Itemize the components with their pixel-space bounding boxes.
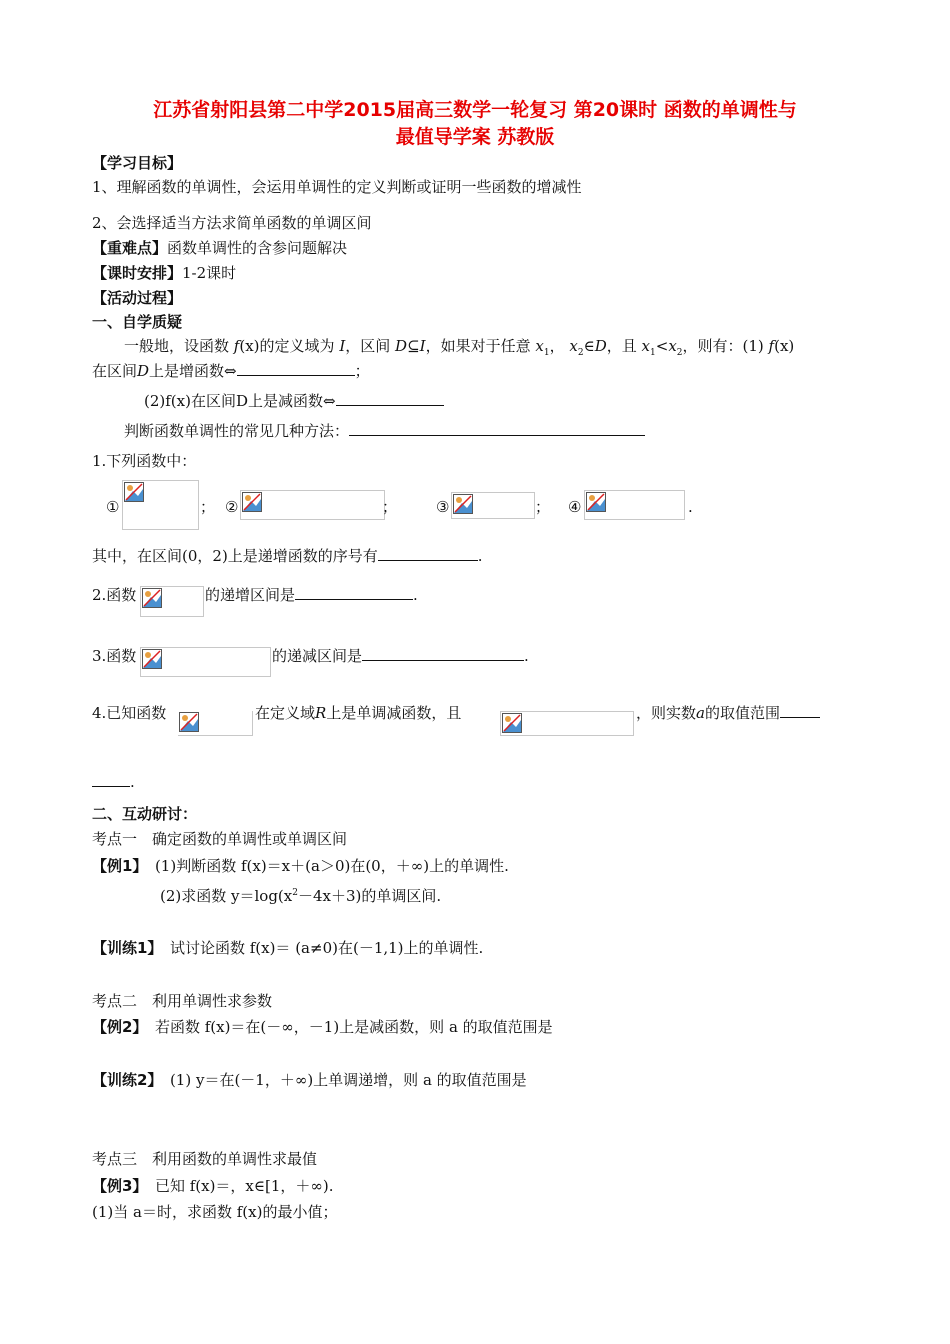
training-2: [92, 1070, 527, 1090]
text-span: (2)f(x)在区间D上是减函数⇔: [144, 392, 336, 410]
text-span: 已知 f(x)＝，x∈[1，＋∞).: [154, 1177, 334, 1195]
section2-header: 二、互动研讨：: [92, 805, 198, 823]
text-span: ，如果对于任意: [425, 337, 531, 355]
text-span: －4x＋3)的单调区间.: [297, 887, 442, 905]
subscript: 2: [577, 348, 584, 358]
text-span: ，且: [606, 337, 637, 355]
formula-image-q4a: [178, 711, 253, 736]
answer-blank[interactable]: [349, 421, 645, 436]
answer-blank[interactable]: [378, 546, 478, 561]
text-span: (1) y＝在(－1，＋∞)上单调递增，则 a 的取值范围是: [169, 1071, 527, 1089]
document-title-line2: 最值导学案 苏教版: [395, 126, 555, 148]
definition-paragraph-line1: [124, 336, 794, 363]
var-x1: x: [641, 337, 650, 355]
var-x1: x: [535, 337, 544, 355]
example-2: [92, 1017, 553, 1037]
answer-blank[interactable]: [780, 703, 820, 718]
var-I: I: [339, 337, 346, 355]
text-span: <: [655, 337, 669, 355]
text-span: 在定义域: [255, 704, 316, 722]
formula-image-q3: [140, 647, 271, 677]
key-point-3: 考点三 利用函数的单调性求最值: [92, 1150, 318, 1168]
var-D: D: [594, 337, 607, 355]
text-span: ，区间: [345, 337, 391, 355]
var-R: R: [315, 704, 327, 722]
training-label: 【训练2】: [92, 1071, 155, 1089]
text-span: ，: [549, 337, 565, 355]
text-span: .: [524, 647, 529, 665]
key-points-text: 函数单调性的含参问题解决: [167, 239, 348, 257]
section1-header: 一、自学质疑: [92, 313, 183, 331]
broken-image-icon: [502, 713, 522, 733]
question4-prefix: 4.已知函数: [92, 704, 167, 722]
text-span: 其中，在区间(0，2)上是递增函数的序号有: [92, 547, 378, 565]
var-x2: x: [668, 337, 677, 355]
example-3: [92, 1176, 334, 1196]
text-span: ，则实数: [636, 704, 697, 722]
text-span: ，则有：(1): [682, 337, 764, 355]
formula-image-2: [240, 490, 385, 520]
text-span: 判断函数单调性的常见几种方法：: [124, 422, 350, 440]
schedule: [92, 263, 236, 283]
question4-tail: [636, 703, 820, 723]
answer-blank[interactable]: [92, 772, 130, 787]
schedule-header: 【课时安排】: [92, 264, 183, 282]
schedule-text: 1-2课时: [182, 264, 237, 282]
answer-blank[interactable]: [295, 585, 413, 600]
text-span: 在区间: [92, 362, 138, 380]
text-span: 上是增函数⇔: [149, 362, 237, 380]
objectives-header: 【学习目标】: [92, 154, 183, 172]
text-span: ∈: [583, 337, 595, 355]
question1-text: [92, 546, 483, 566]
separator: ；: [200, 498, 216, 516]
separator: ；: [382, 498, 398, 516]
question2-text: [205, 585, 418, 605]
decreasing-definition: [144, 391, 444, 411]
choice-3-marker: ③: [436, 498, 450, 516]
objective-item-1: 1、理解函数的单调性，会运用单调性的定义判断或证明一些函数的增减性: [92, 178, 582, 196]
question3-prefix: 3.函数: [92, 647, 137, 665]
text-span: 的取值范围: [704, 704, 780, 722]
formula-image-q2: [140, 586, 204, 617]
question4-middle: [255, 703, 461, 723]
question1-label: 1.下列函数中：: [92, 452, 197, 470]
example-1-part1: [92, 856, 509, 876]
key-point-2: 考点二 利用单调性求参数: [92, 992, 273, 1010]
formula-image-3: [451, 492, 535, 519]
var-D: D: [137, 362, 150, 380]
text-span: 若函数 f(x)＝在(－∞，－1)上是减函数，则 a 的取值范围是: [154, 1018, 553, 1036]
question4-end: [92, 772, 135, 792]
example-label: 【例3】: [92, 1177, 140, 1195]
subscript: 1: [650, 348, 656, 358]
formula-image-q4b: [500, 711, 634, 736]
formula-image-1: [122, 480, 199, 530]
subscript: 1: [543, 348, 550, 358]
answer-blank[interactable]: [362, 646, 524, 661]
definition-paragraph-line2: 在区间D上是增函数⇔ ；: [92, 362, 370, 380]
broken-image-icon: [179, 712, 199, 732]
broken-image-icon: [124, 482, 144, 502]
question3-text: [272, 646, 529, 666]
choice-4-marker: ④: [568, 498, 582, 516]
answer-blank[interactable]: [336, 391, 444, 406]
text-span: 试讨论函数 f(x)＝ (a≠0)在(－1,1)上的单调性.: [169, 939, 484, 957]
text-span: (x)的定义域为: [239, 337, 335, 355]
objective-item-2: 2、会选择适当方法求简单函数的单调区间: [92, 214, 372, 232]
var-f: f: [768, 337, 775, 355]
text-span: ⊆: [407, 337, 420, 355]
key-points: [92, 238, 347, 258]
separator: ；: [535, 498, 551, 516]
example-1-part2: [160, 883, 441, 906]
answer-blank[interactable]: [237, 361, 355, 376]
training-1: [92, 938, 483, 958]
broken-image-icon: [586, 492, 606, 512]
text-span: .: [413, 586, 418, 604]
example-label: 【例2】: [92, 1018, 140, 1036]
choice-1-marker: ①: [106, 498, 120, 516]
text-span: 的递增区间是: [205, 586, 296, 604]
var-D: D: [395, 337, 408, 355]
formula-image-4: [584, 490, 685, 520]
text-span: (x): [774, 337, 795, 355]
training-label: 【训练1】: [92, 939, 155, 957]
var-x2: x: [569, 337, 578, 355]
text-span: .: [477, 547, 483, 565]
key-point-1: 考点一 确定函数的单调性或单调区间: [92, 830, 348, 848]
broken-image-icon: [453, 494, 473, 514]
var-a: a: [696, 704, 705, 722]
text-span: 一般地，设函数: [124, 337, 230, 355]
text-span: (1)判断函数 f(x)＝x＋(a＞0)在(0，＋∞)上的单调性.: [154, 857, 509, 875]
text-span: (2)求函数 y＝log(x: [160, 887, 293, 905]
text-span: 的递减区间是: [272, 647, 363, 665]
subscript: 2: [676, 348, 683, 358]
choice-end: .: [688, 498, 693, 516]
key-points-header: 【重难点】: [92, 239, 168, 257]
methods-line: [124, 421, 645, 441]
text-span: .: [130, 773, 135, 791]
broken-image-icon: [242, 492, 262, 512]
text-span: 上是单调减函数，且: [326, 704, 462, 722]
example-3-part1: (1)当 a＝时，求函数 f(x)的最小值；: [92, 1203, 338, 1221]
example-label: 【例1】: [92, 857, 140, 875]
var-f: f: [233, 337, 240, 355]
var-I: I: [419, 337, 426, 355]
question2-prefix: 2.函数: [92, 586, 137, 604]
broken-image-icon: [142, 649, 162, 669]
document-title-line1: 江苏省射阳县第二中学2015届高三数学一轮复习 第20课时 函数的单调性与: [153, 99, 797, 121]
broken-image-icon: [142, 588, 162, 608]
activity-header: 【活动过程】: [92, 289, 183, 307]
superscript: 2: [292, 888, 298, 898]
choice-2-marker: ②: [225, 498, 239, 516]
